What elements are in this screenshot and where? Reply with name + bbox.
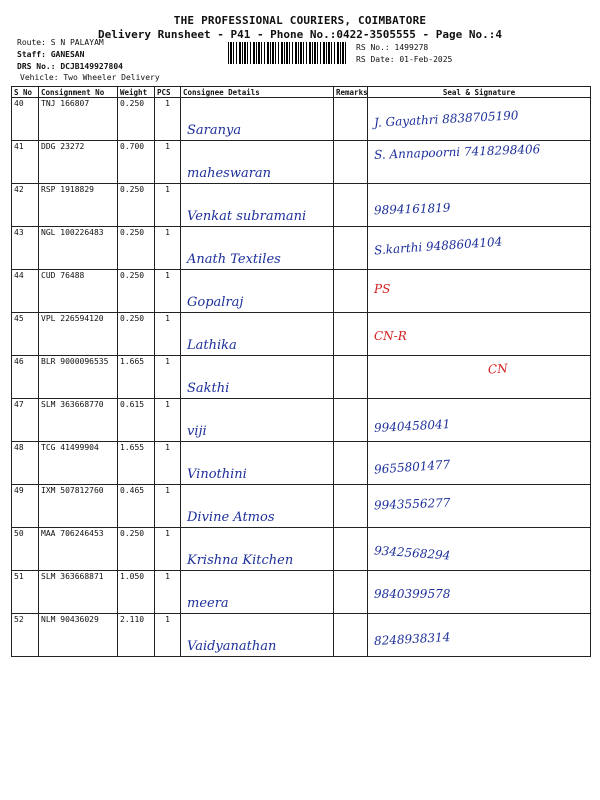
cell-consignment: DDG 23272 xyxy=(39,141,118,184)
cell-sno: 49 xyxy=(12,485,39,528)
cell-pcs: 1 xyxy=(155,184,181,227)
runsheet-line: Delivery Runsheet - P41 - Phone No.:0422-3505555 - Page No.:4 xyxy=(98,28,502,41)
column-header-remarks: Remarks xyxy=(334,87,368,98)
cell-sno: 50 xyxy=(12,528,39,571)
signature-handwritten: 8248938314 xyxy=(373,630,451,648)
cell-sno: 51 xyxy=(12,571,39,614)
cell-sno: 45 xyxy=(12,313,39,356)
cell-remarks xyxy=(334,98,368,141)
cell-consignment: RSP 1918829 xyxy=(39,184,118,227)
consignee-handwritten: meera xyxy=(187,596,229,611)
column-header-signature: Seal & Signature xyxy=(368,87,591,98)
cell-pcs: 1 xyxy=(155,356,181,399)
signature-handwritten: J. Gayathri 8838705190 xyxy=(373,108,519,130)
signature-handwritten: 9655801477 xyxy=(373,457,451,477)
table-row xyxy=(12,356,591,399)
cell-consignment: IXM 507812760 xyxy=(39,485,118,528)
consignee-handwritten: Gopalraj xyxy=(187,295,244,310)
table-row xyxy=(12,184,591,227)
cell-remarks xyxy=(334,270,368,313)
cell-signature xyxy=(368,571,591,614)
cell-pcs: 1 xyxy=(155,614,181,657)
signature-handwritten: CN xyxy=(487,361,509,377)
cell-consignee xyxy=(181,614,334,657)
column-header-sno: S No xyxy=(12,87,39,98)
cell-sno: 42 xyxy=(12,184,39,227)
cell-consignee xyxy=(181,442,334,485)
cell-remarks xyxy=(334,399,368,442)
cell-signature xyxy=(368,98,591,141)
cell-weight: 0.700 xyxy=(118,141,155,184)
cell-remarks xyxy=(334,442,368,485)
cell-weight: 0.465 xyxy=(118,485,155,528)
cell-consignee xyxy=(181,227,334,270)
consignee-handwritten: viji xyxy=(187,424,207,439)
cell-pcs: 1 xyxy=(155,571,181,614)
cell-weight: 0.250 xyxy=(118,227,155,270)
cell-sno: 52 xyxy=(12,614,39,657)
cell-consignee xyxy=(181,98,334,141)
table-row xyxy=(12,442,591,485)
cell-signature xyxy=(368,227,591,270)
cell-consignment: SLM 363668871 xyxy=(39,571,118,614)
cell-consignee xyxy=(181,399,334,442)
cell-consignment: MAA 706246453 xyxy=(39,528,118,571)
column-header-consignment: Consignment No xyxy=(39,87,118,98)
consignee-handwritten: Venkat subramani xyxy=(187,209,307,224)
cell-consignee xyxy=(181,270,334,313)
table-row xyxy=(12,528,591,571)
cell-consignment: TCG 41499904 xyxy=(39,442,118,485)
consignee-handwritten: Sakthi xyxy=(187,381,230,396)
cell-remarks xyxy=(334,528,368,571)
cell-consignment: CUD 76488 xyxy=(39,270,118,313)
signature-handwritten: 9894161819 xyxy=(373,200,451,218)
cell-remarks xyxy=(334,141,368,184)
cell-pcs: 1 xyxy=(155,399,181,442)
vehicle-label: Vehicle: Two Wheeler Delivery xyxy=(20,73,160,82)
cell-sno: 43 xyxy=(12,227,39,270)
cell-signature xyxy=(368,485,591,528)
cell-consignee xyxy=(181,571,334,614)
cell-remarks xyxy=(334,614,368,657)
signature-handwritten: 9840399578 xyxy=(374,587,451,601)
cell-pcs: 1 xyxy=(155,485,181,528)
consignee-handwritten: Vaidyanathan xyxy=(187,639,277,654)
cell-consignment: NGL 100226483 xyxy=(39,227,118,270)
cell-remarks xyxy=(334,571,368,614)
column-header-weight: Weight xyxy=(118,87,155,98)
cell-sno: 41 xyxy=(12,141,39,184)
cell-signature xyxy=(368,141,591,184)
cell-signature xyxy=(368,614,591,657)
signature-handwritten: 9943556277 xyxy=(373,495,451,513)
cell-pcs: 1 xyxy=(155,442,181,485)
staff-label: Staff: GANESAN xyxy=(17,50,85,59)
cell-signature xyxy=(368,184,591,227)
cell-weight: 2.110 xyxy=(118,614,155,657)
runsheet-table xyxy=(11,86,591,657)
cell-weight: 0.250 xyxy=(118,528,155,571)
cell-pcs: 1 xyxy=(155,270,181,313)
cell-consignee xyxy=(181,184,334,227)
consignee-handwritten: Vinothini xyxy=(187,467,247,482)
table-header-row xyxy=(12,87,591,98)
consignee-handwritten: Anath Textiles xyxy=(187,252,281,267)
cell-consignment: NLM 90436029 xyxy=(39,614,118,657)
signature-handwritten: 9940458041 xyxy=(373,417,451,435)
signature-handwritten: PS xyxy=(374,282,391,296)
cell-pcs: 1 xyxy=(155,141,181,184)
cell-weight: 1.655 xyxy=(118,442,155,485)
cell-sno: 44 xyxy=(12,270,39,313)
cell-pcs: 1 xyxy=(155,313,181,356)
cell-consignment: SLM 363668770 xyxy=(39,399,118,442)
table-row xyxy=(12,98,591,141)
cell-sno: 46 xyxy=(12,356,39,399)
cell-remarks xyxy=(334,356,368,399)
cell-consignee xyxy=(181,313,334,356)
drs-number: DRS No.: DCJB149927804 xyxy=(17,62,123,71)
cell-remarks xyxy=(334,184,368,227)
consignee-handwritten: Krishna Kitchen xyxy=(187,553,294,568)
cell-remarks xyxy=(334,227,368,270)
table-row xyxy=(12,313,591,356)
signature-handwritten: S. Annapoorni 7418298406 xyxy=(373,142,541,162)
cell-sno: 47 xyxy=(12,399,39,442)
cell-weight: 0.250 xyxy=(118,270,155,313)
cell-weight: 0.250 xyxy=(118,313,155,356)
route-label: Route: S N PALAYAM xyxy=(17,38,104,47)
cell-remarks xyxy=(334,313,368,356)
cell-weight: 0.250 xyxy=(118,184,155,227)
cell-consignment: TNJ 166807 xyxy=(39,98,118,141)
rs-number: RS No.: 1499278 xyxy=(356,43,429,52)
consignee-handwritten: maheswaran xyxy=(187,166,272,181)
barcode-icon xyxy=(228,42,346,64)
table-row xyxy=(12,571,591,614)
table-row xyxy=(12,614,591,657)
signature-handwritten: 9342568294 xyxy=(373,543,451,563)
consignee-handwritten: Divine Atmos xyxy=(187,510,275,525)
cell-weight: 0.615 xyxy=(118,399,155,442)
column-header-consignee: Consignee Details xyxy=(181,87,334,98)
cell-weight: 1.050 xyxy=(118,571,155,614)
cell-signature xyxy=(368,356,591,399)
cell-signature xyxy=(368,528,591,571)
cell-weight: 1.665 xyxy=(118,356,155,399)
signature-handwritten: S.karthi 9488604104 xyxy=(373,234,503,258)
table-row xyxy=(12,227,591,270)
cell-signature xyxy=(368,270,591,313)
cell-consignee xyxy=(181,485,334,528)
table-row xyxy=(12,270,591,313)
cell-remarks xyxy=(334,485,368,528)
signature-handwritten: CN-R xyxy=(374,329,407,343)
table-row xyxy=(12,399,591,442)
cell-consignee xyxy=(181,356,334,399)
cell-pcs: 1 xyxy=(155,528,181,571)
column-header-pcs: PCS xyxy=(155,87,181,98)
consignee-handwritten: Saranya xyxy=(187,123,242,138)
cell-signature xyxy=(368,442,591,485)
cell-pcs: 1 xyxy=(155,98,181,141)
cell-consignee xyxy=(181,528,334,571)
cell-sno: 48 xyxy=(12,442,39,485)
rs-date: RS Date: 01-Feb-2025 xyxy=(356,55,453,64)
cell-signature xyxy=(368,399,591,442)
cell-weight: 0.250 xyxy=(118,98,155,141)
cell-sno: 40 xyxy=(12,98,39,141)
cell-pcs: 1 xyxy=(155,227,181,270)
table-row xyxy=(12,141,591,184)
table-row xyxy=(12,485,591,528)
consignee-handwritten: Lathika xyxy=(187,338,237,353)
cell-signature xyxy=(368,313,591,356)
cell-consignment: BLR 9000096535 xyxy=(39,356,118,399)
company-title: THE PROFESSIONAL COURIERS, COIMBATORE xyxy=(173,14,427,27)
cell-consignee xyxy=(181,141,334,184)
cell-consignment: VPL 226594120 xyxy=(39,313,118,356)
